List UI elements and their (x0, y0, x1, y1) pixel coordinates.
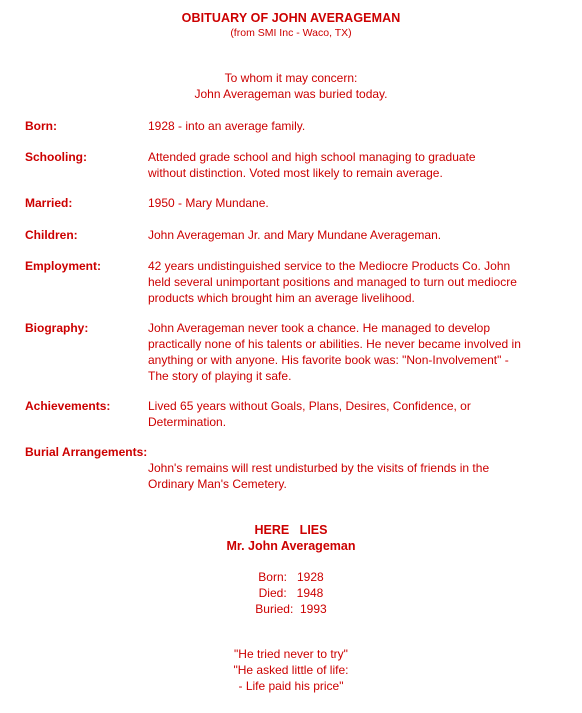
entry-line: Lived 65 years without Goals, Plans, Desires, Confidence, or (148, 399, 471, 413)
headstone-born: Born: 1928 (258, 570, 324, 584)
entry-line: John's remains will rest undisturbed by the visits of friends in the (148, 461, 490, 475)
entry-value-children (148, 227, 578, 243)
entry-value-married (148, 195, 578, 211)
entry-line: 1950 - Mary Mundane. (148, 196, 269, 210)
entry-label-biography: Biography: (25, 321, 89, 335)
entry-value-burial (148, 460, 578, 492)
epitaph-line-1: "He tried never to try" (234, 647, 348, 661)
page-title: OBITUARY OF JOHN AVERAGEMAN (181, 11, 401, 25)
entry-label-children: Children: (25, 228, 78, 242)
entry-value-achievements (148, 398, 578, 430)
entry-label-married: Married: (25, 196, 73, 210)
epitaph (0, 646, 582, 694)
entry-line: Attended grade school and high school managing to graduate (148, 150, 476, 164)
entry-value-born (148, 118, 578, 134)
entry-line: The story of playing it safe. (148, 369, 292, 383)
entry-value-biography (148, 320, 578, 384)
entry-label-schooling: Schooling: (25, 150, 87, 164)
entry-line: John Averageman Jr. and Mary Mundane Averageman. (148, 228, 442, 242)
headstone-died: Died: 1948 (258, 586, 324, 600)
entry-label-burial: Burial Arrangements: (25, 445, 148, 459)
headstone-dates (0, 569, 582, 617)
entry-line: 1928 - into an average family. (148, 119, 306, 133)
entry-line: Determination. (148, 415, 227, 429)
headstone-buried: Buried: 1993 (255, 602, 327, 616)
entry-line: anything or with anyone. His favorite book was: "Non-Involvement" - (148, 353, 509, 367)
entry-line: practically none of his talents or abilities. He never became involved in (148, 337, 521, 351)
page-subtitle: (from SMI Inc - Waco, TX) (230, 27, 352, 39)
headstone-heading: HERE LIES (254, 523, 328, 537)
entry-line: held several unimportant positions and managed to turn out mediocre (148, 275, 517, 289)
entry-label-employment: Employment: (25, 259, 102, 273)
entry-line: products which brought him an average livelihood. (148, 291, 415, 305)
entry-label-achievements: Achievements: (25, 399, 111, 413)
entry-line: without distinction. Voted most likely to remain average. (148, 166, 443, 180)
epitaph-line-3: - Life paid his price" (238, 679, 344, 693)
intro-line-2: John Averageman was buried today. (194, 87, 388, 101)
entry-value-employment (148, 258, 578, 306)
entry-value-schooling (148, 149, 578, 181)
intro (0, 70, 582, 102)
intro-line-1: To whom it may concern: (224, 71, 358, 85)
entry-line: Ordinary Man's Cemetery. (148, 477, 287, 491)
entry-line: 42 years undistinguished service to the Mediocre Products Co. John (148, 259, 511, 273)
entry-label-born: Born: (25, 119, 57, 133)
headstone-name: Mr. John Averageman (226, 539, 356, 553)
entry-line: John Averageman never took a chance. He managed to develop (148, 321, 491, 335)
epitaph-line-2: "He asked little of life: (233, 663, 349, 677)
